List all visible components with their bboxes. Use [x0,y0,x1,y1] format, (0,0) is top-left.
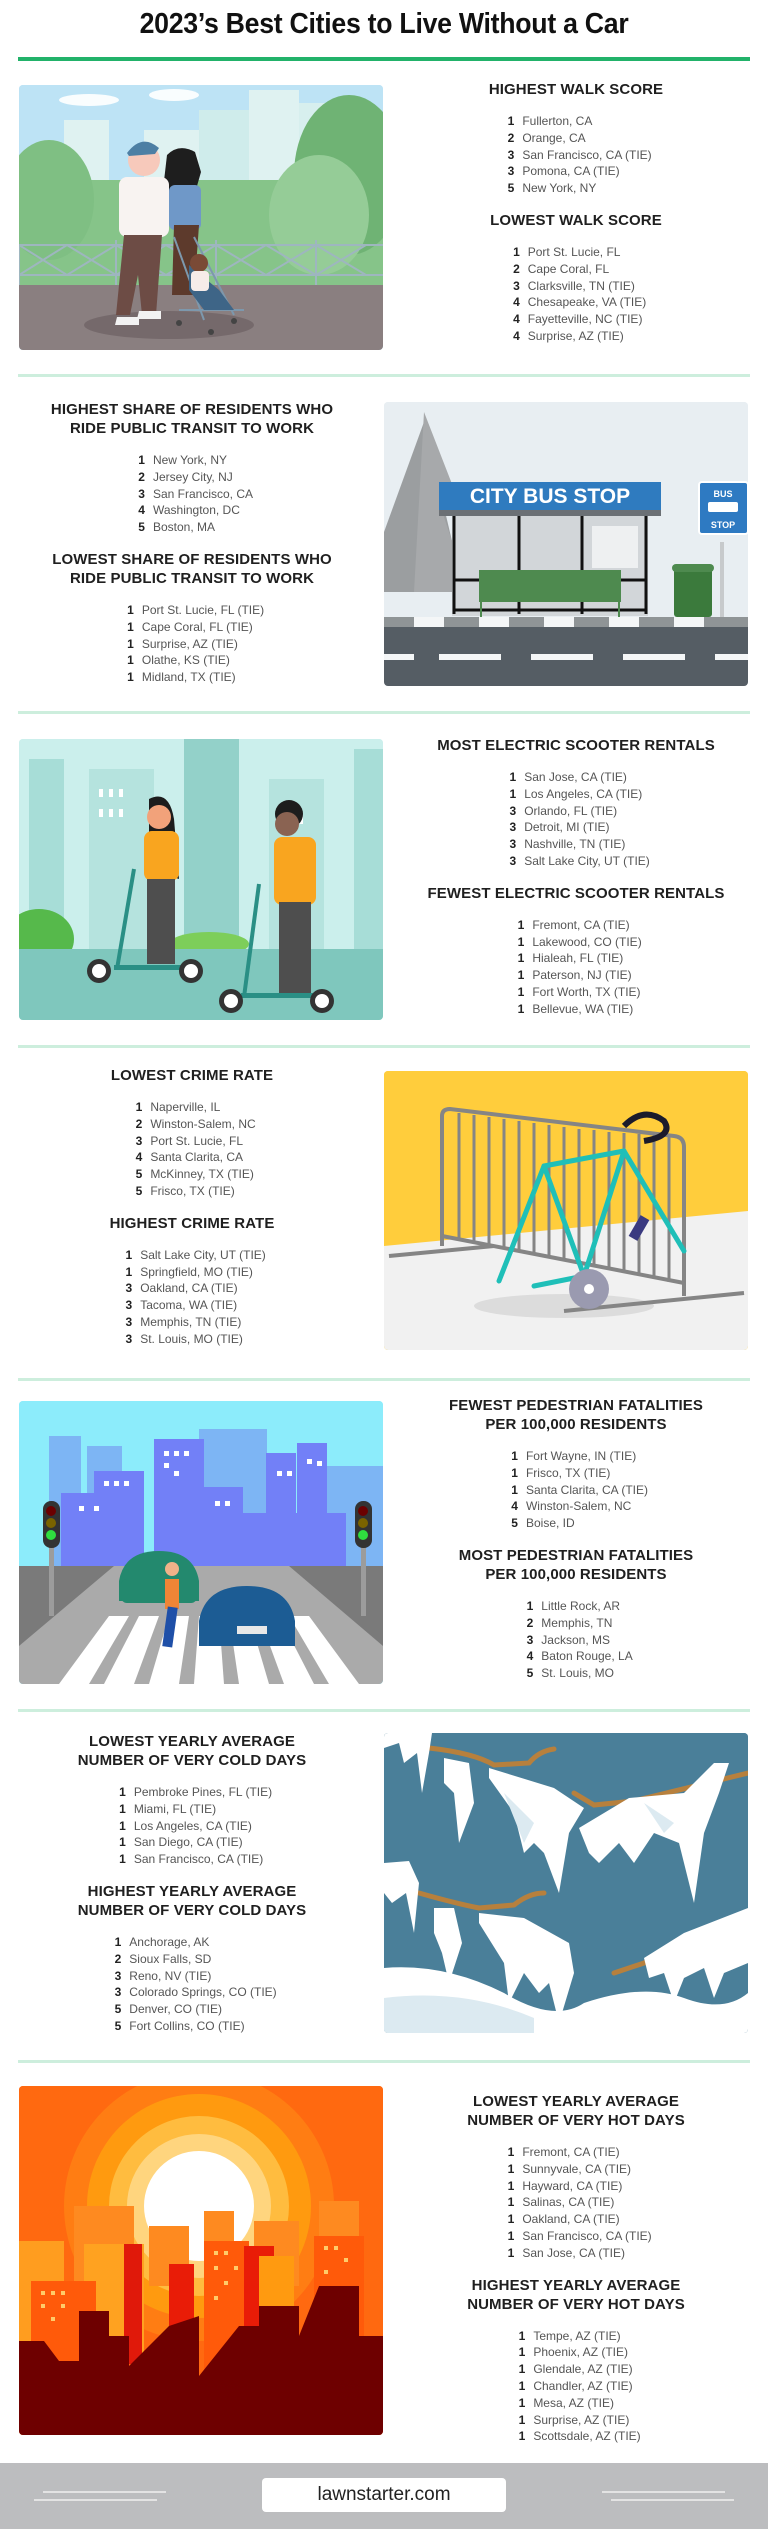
list-item: 3 Port St. Lucie, FL [135,1133,244,1148]
ranking-block-most-pedestrian-fatalities [384,1546,768,1696]
ranking-list [500,113,651,197]
snowy-branches-illustration [384,1733,748,2033]
list-item: 5 Fort Collins, CO (TIE) [114,2018,245,2033]
list-item: 3 Colorado Springs, CO (TIE) [114,1985,277,2000]
list-item: 1 Anchorage, AK [114,1934,210,1949]
section-divider [18,711,750,714]
list-item: 3 Memphis, TN (TIE) [125,1314,242,1329]
list-item: 1 Naperville, IL [135,1100,221,1114]
pedestrian-fatality-rankings [384,1396,768,1696]
ranking-list [504,1448,648,1532]
ranking-heading: HIGHEST YEARLY AVERAGE NUMBER OF VERY COLD DAYS [77,1882,307,1919]
ranking-heading: FEWEST ELECTRIC SCOOTER RENTALS [427,884,725,902]
electric-scooter-riders-illustration [19,739,383,1020]
list-item: 1 Bellevue, WA (TIE) [517,1001,634,1016]
scooter-rankings [384,736,768,1032]
list-item: 3 San Francisco, CA [138,486,254,501]
list-item: 1 Fort Wayne, IN (TIE) [511,1449,637,1463]
page-title: 2023’s Best Cities to Live Without a Car [139,8,629,40]
list-item: 3 Clarksville, TN (TIE) [513,278,635,293]
list-item: 2 Winston-Salem, NC [135,1116,256,1131]
list-item: 1 Little Rock, AR [526,1598,620,1613]
list-item: 3 Tacoma, WA (TIE) [125,1298,238,1313]
list-item: 1 Olathe, KS (TIE) [127,653,230,668]
svg-text:CITY BUS STOP: CITY BUS STOP [469,485,631,508]
list-item: 1 Hialeah, FL (TIE) [517,951,624,966]
ranking-block-lowest-walk-score [384,211,768,359]
list-item: 2 Jersey City, NJ [138,469,233,484]
stolen-bike-frame-illustration [384,1071,748,1350]
list-item: 1 San Francisco, CA (TIE) [507,2228,652,2243]
list-item: 3 Orlando, FL (TIE) [509,803,618,818]
list-item: 2 Sioux Falls, SD [114,1951,212,1966]
list-item: 2 Cape Coral, FL [513,261,610,276]
ranking-heading: HIGHEST YEARLY AVERAGE NUMBER OF VERY HOT DAYS [467,2276,685,2313]
svg-text:STOP: STOP [710,520,736,530]
section-divider [18,2060,750,2063]
ranking-heading: MOST PEDESTRIAN FATALITIES PER 100,000 RESIDENTS [458,1546,694,1583]
ranking-heading: LOWEST YEARLY AVERAGE NUMBER OF VERY HOT DAYS [467,2093,685,2129]
ranking-block-highest-crime [0,1214,384,1362]
footer-site-link[interactable]: lawnstarter.com [262,2478,506,2512]
section-divider [18,1045,750,1048]
ranking-block-highest-hot-days [384,2276,768,2460]
list-item: 4 Baton Rouge, LA [526,1649,633,1664]
ranking-list [519,1598,632,1682]
svg-text:BUS: BUS [713,489,733,499]
list-item: 1 Frisco, TX (TIE) [511,1465,611,1480]
hot-city-sunset-illustration [19,2086,383,2435]
list-item: 1 Oakland, CA (TIE) [507,2212,620,2227]
footer-decorative-line [611,2499,734,2501]
list-item: 1 Fullerton, CA [507,114,593,128]
ranking-list [510,917,641,1018]
footer-decorative-line [43,2491,166,2493]
list-item: 1 Salinas, CA (TIE) [507,2195,615,2210]
ranking-heading: HIGHEST WALK SCORE [488,81,664,98]
list-item: 1 San Diego, CA (TIE) [119,1835,243,1850]
ranking-heading: LOWEST SHARE OF RESIDENTS WHO RIDE PUBLIC TRANSIT TO WORK [52,550,332,587]
list-item: 3 Salt Lake City, UT (TIE) [509,853,650,868]
list-item: 3 Detroit, MI (TIE) [509,820,610,835]
list-item: 4 Surprise, AZ (TIE) [513,328,624,343]
list-item: 1 Los Angeles, CA (TIE) [119,1818,252,1833]
list-item: 2 Orange, CA [507,130,586,145]
list-item: 1 Miami, FL (TIE) [119,1801,217,1816]
footer-bar [0,2463,768,2529]
list-item: 1 Midland, TX (TIE) [127,670,236,685]
ranking-block-lowest-hot-days [384,2092,768,2276]
section-divider [18,374,750,377]
list-item: 1 Springfield, MO (TIE) [125,1264,253,1279]
section-divider [18,1378,750,1381]
ranking-heading: HIGHEST CRIME RATE [109,1214,275,1232]
public-transit-rankings [0,400,384,700]
list-item: 1 San Francisco, CA (TIE) [119,1852,264,1867]
list-item: 1 Pembroke Pines, FL (TIE) [119,1785,273,1799]
ranking-list [502,769,650,870]
ranking-heading: LOWEST CRIME RATE [110,1067,274,1084]
list-item: 5 Frisco, TX (TIE) [135,1183,235,1198]
section-divider [18,1709,750,1712]
footer-decorative-line [34,2499,157,2501]
ranking-heading: HIGHEST SHARE OF RESIDENTS WHO RIDE PUBLIC TRANSIT TO WORK [50,401,334,437]
list-item: 4 Washington, DC [138,503,240,518]
list-item: 1 Los Angeles, CA (TIE) [509,786,643,801]
list-item: 5 New York, NY [507,181,597,196]
walk-score-rankings [384,80,768,359]
list-item: 1 Sunnyvale, CA (TIE) [507,2161,632,2176]
list-item: 1 Paterson, NJ (TIE) [517,968,632,983]
list-item: 4 Santa Clarita, CA [135,1150,244,1165]
ranking-list [500,2144,651,2262]
list-item: 1 Surprise, AZ (TIE) [518,2412,630,2427]
list-item: 1 Hayward, CA (TIE) [507,2178,623,2193]
list-item: 1 Phoenix, AZ (TIE) [518,2345,629,2360]
ranking-block-highest-walk-score [384,80,768,211]
list-item: 1 San Jose, CA (TIE) [507,2245,626,2260]
ranking-list [506,244,647,345]
ranking-heading: LOWEST YEARLY AVERAGE NUMBER OF VERY COLD DAYS [77,1733,307,1769]
list-item: 3 Pomona, CA (TIE) [507,164,620,179]
ranking-block-most-scooter-rentals [384,736,768,884]
list-item: 3 San Francisco, CA (TIE) [507,147,652,162]
list-item: 3 Reno, NV (TIE) [114,1968,212,1983]
list-item: 1 Fremont, CA (TIE) [517,917,630,932]
crime-rankings [0,1066,384,1362]
list-item: 1 Mesa, AZ (TIE) [518,2395,614,2410]
hot-days-rankings [384,2092,768,2459]
ranking-block-lowest-cold-days [0,1732,384,1882]
ranking-list [128,1099,255,1200]
list-item: 5 Boston, MA [138,520,215,535]
ranking-list [107,1934,276,2035]
list-item: 1 Surprise, AZ (TIE) [127,636,238,651]
list-item: 1 Port St. Lucie, FL (TIE) [127,602,265,617]
list-item: 4 Fayetteville, NC (TIE) [513,312,643,327]
list-item: 1 San Jose, CA (TIE) [509,770,627,784]
ranking-list [112,1784,272,1868]
list-item: 1 New York, NY [138,453,228,467]
ranking-heading: FEWEST PEDESTRIAN FATALITIES PER 100,000 RESIDENTS [449,1397,703,1433]
list-item: 4 Winston-Salem, NC [511,1499,632,1514]
city-bus-stop-illustration [384,402,748,686]
list-item: 1 Santa Clarita, CA (TIE) [511,1482,649,1497]
ranking-heading: MOST ELECTRIC SCOOTER RENTALS [437,737,715,754]
footer-decorative-line [602,2491,725,2493]
ranking-block-fewest-scooter-rentals [384,884,768,1032]
list-item: 1 Chandler, AZ (TIE) [518,2378,633,2393]
list-item: 3 Oakland, CA (TIE) [125,1281,238,1296]
list-item: 1 Fort Worth, TX (TIE) [517,984,641,999]
ranking-list [120,602,264,686]
cold-days-rankings [0,1732,384,2049]
list-item: 3 Jackson, MS [526,1632,610,1647]
list-item: 5 Boise, ID [511,1516,575,1531]
list-item: 4 Chesapeake, VA (TIE) [513,295,647,310]
list-item: 5 St. Louis, MO [526,1666,614,1681]
ranking-block-highest-transit-share [0,400,384,550]
list-item: 1 Salt Lake City, UT (TIE) [125,1247,266,1262]
list-item: 3 St. Louis, MO (TIE) [125,1331,243,1346]
pedestrian-crosswalk-illustration [19,1401,383,1684]
list-item: 1 Lakewood, CO (TIE) [517,934,642,949]
ranking-block-highest-cold-days [0,1882,384,2049]
ranking-list [131,452,253,536]
ranking-list [118,1247,266,1348]
list-item: 1 Tempe, AZ (TIE) [518,2328,621,2343]
walking-family-illustration [19,85,383,350]
ranking-list [511,2328,640,2446]
list-item: 1 Fremont, CA (TIE) [507,2145,620,2159]
list-item: 1 Cape Coral, FL (TIE) [127,619,253,634]
ranking-heading: LOWEST WALK SCORE [490,211,662,229]
list-item: 3 Nashville, TN (TIE) [509,837,626,852]
list-item: 5 McKinney, TX (TIE) [135,1167,254,1182]
list-item: 1 Scottsdale, AZ (TIE) [518,2429,641,2444]
ranking-block-lowest-crime [0,1066,384,1214]
title-underline [18,57,750,61]
list-item: 1 Port St. Lucie, FL [513,244,621,259]
list-item: 5 Denver, CO (TIE) [114,2002,222,2017]
list-item: 2 Memphis, TN [526,1615,613,1630]
ranking-block-fewest-pedestrian-fatalities [384,1396,768,1546]
ranking-block-lowest-transit-share [0,550,384,700]
list-item: 1 Glendale, AZ (TIE) [518,2362,633,2377]
